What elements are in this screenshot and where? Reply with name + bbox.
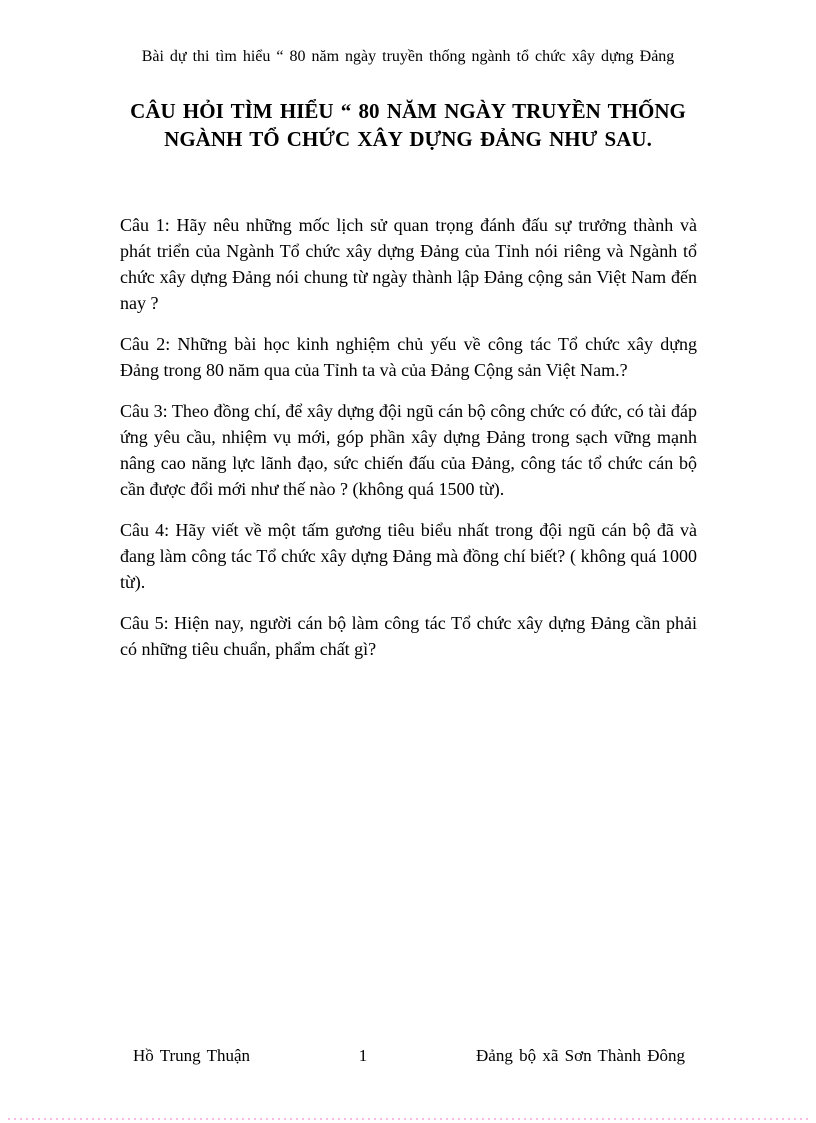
footer-organization: Đảng bộ xã Sơn Thành Đông bbox=[476, 1046, 685, 1065]
footer-page-number: 1 bbox=[358, 1046, 368, 1065]
question-1: Câu 1: Hãy nêu những mốc lịch sử quan trọng đánh đấu sự trưởng thành và phát triển của Ngành Tổ chức xây dựng Đảng của Tỉnh nói riêng và Ngành tổ chức xây dựng Đảng nói chung từ ngày thành lập Đảng cộng sản Việt Nam đến nay ? bbox=[120, 215, 697, 313]
question-3: Câu 3: Theo đồng chí, để xây dựng đội ngũ cán bộ công chức có đức, có tài đáp ứng yêu cầu, nhiệm vụ mới, góp phần xây dựng Đảng trong sạch vững mạnh nâng cao năng lực lãnh đạo, sức chiến đấu của Đảng, công tác tổ chức cán bộ cần được đổi mới như thế nào ? (không quá 1500 từ). bbox=[120, 401, 697, 499]
page-boundary-dotted-line bbox=[8, 1118, 808, 1120]
title-line-2: NGÀNH TỔ CHỨC XÂY DỰNG ĐẢNG NHƯ SAU. bbox=[164, 127, 652, 151]
page-footer bbox=[133, 1046, 685, 1066]
question-4: Câu 4: Hãy viết về một tấm gương tiêu biểu nhất trong đội ngũ cán bộ đã và đang làm công tác Tổ chức xây dựng Đảng mà đồng chí biết? ( không quá 1000 từ). bbox=[120, 520, 697, 592]
question-list bbox=[120, 212, 697, 677]
page-header: Bài dự thi tìm hiểu “ 80 năm ngày truyền thống ngành tổ chức xây dựng Đảng bbox=[141, 48, 675, 65]
question-2: Câu 2: Những bài học kinh nghiệm chủ yếu về công tác Tổ chức xây dựng Đảng trong 80 năm qua của Tỉnh ta và của Đảng Cộng sản Việt Nam.? bbox=[120, 334, 697, 380]
title-line-1: CÂU HỎI TÌM HIỂU “ 80 NĂM NGÀY TRUYỀN THỐNG bbox=[130, 99, 686, 123]
footer-author: Hồ Trung Thuận bbox=[133, 1046, 251, 1065]
document-title bbox=[0, 97, 816, 153]
question-5: Câu 5: Hiện nay, người cán bộ làm công tác Tổ chức xây dựng Đảng cần phải có những tiêu chuẩn, phẩm chất gì? bbox=[120, 613, 697, 659]
